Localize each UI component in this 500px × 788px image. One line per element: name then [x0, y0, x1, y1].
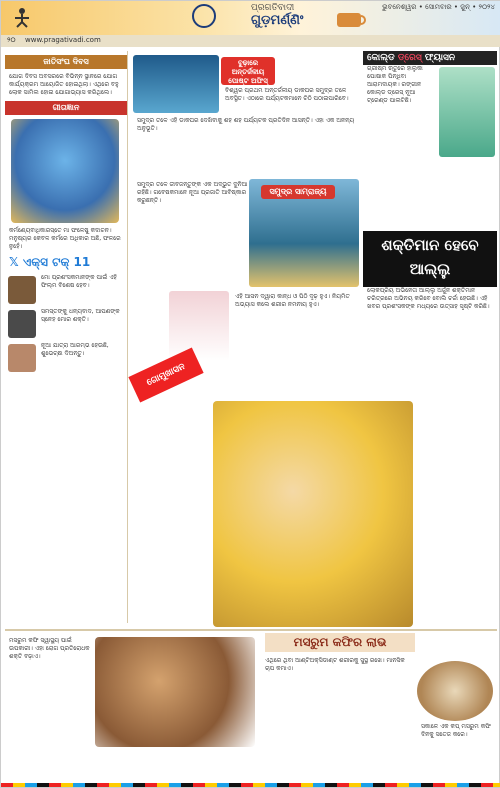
section-heading-gita: ଗୀତାଜ୍ଞାନ	[5, 101, 127, 115]
fashion-model-image	[439, 67, 495, 157]
article-text: ଏହି ଆସନ ଦ୍ୱାରା କାନ୍ଧ ଓ ପିଠି ଦୃଢ଼ ହୁଏ। ନିୟମିତ ଅଭ୍ୟାସ କଲେ ଶରୀର ନମନୀୟ ହୁଏ।	[235, 293, 350, 308]
page-info-bar	[1, 35, 500, 47]
tweet-item: ନୂଆ ଯାତ୍ରା ଆରମ୍ଭ ହେଉଛି, ଶୁଭେଚ୍ଛା ଦିଅନ୍ତୁ।	[5, 342, 127, 374]
yoga-pose-image	[169, 291, 229, 361]
post-office-tag: ବୁଢ଼ାରେ ଅନ୍ତର୍ଜଳୀୟ ପୋଷ୍ଟ ଅଫିସ୍	[221, 57, 275, 85]
coffee-image	[417, 661, 493, 721]
issue-date: ଭୁବନେଶ୍ୱର • ସୋମବାର • ଜୁନ୍ • ୨୦୨୪	[382, 3, 495, 11]
gita-text: କର୍ମଣ୍ୟେବାଧିକାରସ୍ତେ ମା ଫଳେଷୁ କଦାଚନ। ମନୁଷ୍ୟର କେବଳ କର୍ମରେ ଅଧିକାର ଅଛି, ଫଳରେ ନୁହେଁ।	[9, 227, 121, 250]
masthead	[1, 1, 500, 35]
post-office-article	[131, 51, 359, 171]
article-text: ଏଥିରେ ଥିବା ଆଣ୍ଟିଅକ୍ସିଡାଣ୍ଟ ଶରୀରକୁ ସୁସ୍ଥ ରଖେ। ମାନସିକ ଚାପ କମାଏ।	[265, 657, 405, 672]
anniversary-logo-icon	[191, 3, 217, 29]
page-number: ୨୦	[7, 36, 16, 44]
article-text: ବିଶ୍ୱର ପ୍ରଥମ ଅନ୍ତର୍ଜଳୀୟ ଡାକଘର ସମୁଦ୍ର ତଳେ ଅବସ୍ଥିତ। ଏଠାରେ ପର୍ଯ୍ୟଟକମାନେ ଚିଠି ପଠାଇପାରିବେ।	[225, 87, 349, 102]
article-text: ଲୋକପ୍ରିୟ ଅଭିନେତା ଆଲ୍ଲୁ ଅର୍ଜୁନ ଶକ୍ତିମାନ ଚରିତ୍ରରେ ଅଭିନୟ କରିବେ ବୋଲି ଚର୍ଚ୍ଚା ହେଉଛି। ଏହି ଖବର ପ୍ରଶଂସକଙ୍କ ମଧ୍ୟରେ ଉତ୍ସାହ ସୃଷ୍ଟି କରିଛି।	[367, 287, 490, 310]
avatar	[8, 310, 36, 338]
x-talk-heading: 𝕏 ଏକ୍ସ ଟକ୍ 11	[9, 255, 91, 269]
paper-name: ପ୍ରଗତିବାଦୀ	[251, 3, 295, 13]
underwater-image	[133, 55, 219, 113]
left-column	[5, 51, 128, 623]
avatar	[8, 276, 36, 304]
actor-photo	[213, 401, 413, 627]
article-text: ସମୁଦ୍ର ତଳେ ଜୀବଜନ୍ତୁଙ୍କ ଏକ ଅଦ୍ଭୁତ ଦୁନିଆ ରହିଛି। ଗବେଷକମାନେ ନୂଆ ପ୍ରଜାତି ଆବିଷ୍କାର କରୁଛନ୍ତି।	[137, 181, 248, 204]
shaktiman-headline: ଶକ୍ତିମାନ ହେବେ ଆଲ୍ଲୁ	[363, 231, 497, 287]
mushroom-heading: ମସରୁମ କଫିର ଲାଭ	[265, 633, 415, 652]
coffee-cup-icon	[331, 5, 377, 31]
color-registration-strip	[1, 783, 500, 787]
tweet-item: ମୋ ପ୍ରଶଂସକମାନଙ୍କ ପାଇଁ ଏହି ଫିଲ୍ମ ବିଶେଷ ହେବ।	[5, 274, 127, 306]
x-logo-icon: 𝕏	[9, 255, 19, 269]
article-text: ମସରୁମ କଫି ସ୍ୱାସ୍ଥ୍ୟ ପାଇଁ ଉପକାରୀ। ଏହା ରୋଗ ପ୍ରତିରୋଧକ ଶକ୍ତି ବଢ଼ାଏ।	[9, 637, 90, 660]
article-text: ସମୁଦ୍ର ତଳେ ଏହି ଡାକଘର ଦେଖିବାକୁ ଶହ ଶହ ପର୍ଯ୍ୟଟକ ପ୍ରତିଦିନ ଆସନ୍ତି। ଏହା ଏକ ଅନନ୍ୟ ଅନୁଭୂତି।	[137, 117, 355, 132]
krishna-image	[11, 119, 119, 223]
fashion-article	[363, 51, 497, 159]
mushroom-coffee-section	[5, 629, 497, 787]
sea-tag: ସମୁଦ୍ର ସାମ୍ରାଜ୍ୟ	[261, 185, 335, 199]
website-link[interactable]: www.pragativadi.com	[25, 36, 101, 44]
supplement-title: ଗୁଡ଼ମର୍ଣ୍ଣିଂ	[251, 13, 304, 28]
mushroom-image	[95, 637, 255, 747]
article-text: ସକାଳେ ଏକ କପ୍ ମସରୁମ କଫି ଦିନକୁ ସତେଜ କରେ।	[421, 723, 491, 738]
avatar	[8, 344, 36, 372]
yoga-figure-icon	[9, 5, 35, 31]
yoga-pose-heading: ଗୋମୁଖାସନ	[128, 348, 203, 403]
article-text: ଯୋଗ ଦିବସ ଅବସରରେ ବିଭିନ୍ନ ସ୍ଥାନରେ ଯୋଗ କାର୍ଯ୍ୟକ୍ରମ ଆୟୋଜିତ ହୋଇଥିଲା। ଏଥିରେ ବହୁ ଲୋକ ସାମିଲ ହୋଇ ଯୋଗାଭ୍ୟାସ କରିଥିଲେ।	[9, 73, 119, 96]
fashion-heading: କୋଲ୍ଡ ଡ୍ରେସ୍ ଫ୍ୟାସନ	[363, 51, 497, 65]
article-text: ଗ୍ରୀଷ୍ମ ଋତୁରେ ହାଲୁକା ପୋଷାକ ପିନ୍ଧିବା ଆରାମଦାୟକ। ରଙ୍ଗୀନ କୋଲ୍ଡ ଡ୍ରେସ୍ ନୂଆ ଟ୍ରେଣ୍ଡ ପାଲଟିଛି।	[367, 65, 423, 104]
tweet-item: ସମସ୍ତଙ୍କୁ ଧନ୍ୟବାଦ, ଆପଣଙ୍କ ସ୍ନେହ ମୋର ଶକ୍ତି।	[5, 308, 127, 340]
section-heading: ଜାତିସଂଘ ଦିବସ	[5, 55, 127, 69]
